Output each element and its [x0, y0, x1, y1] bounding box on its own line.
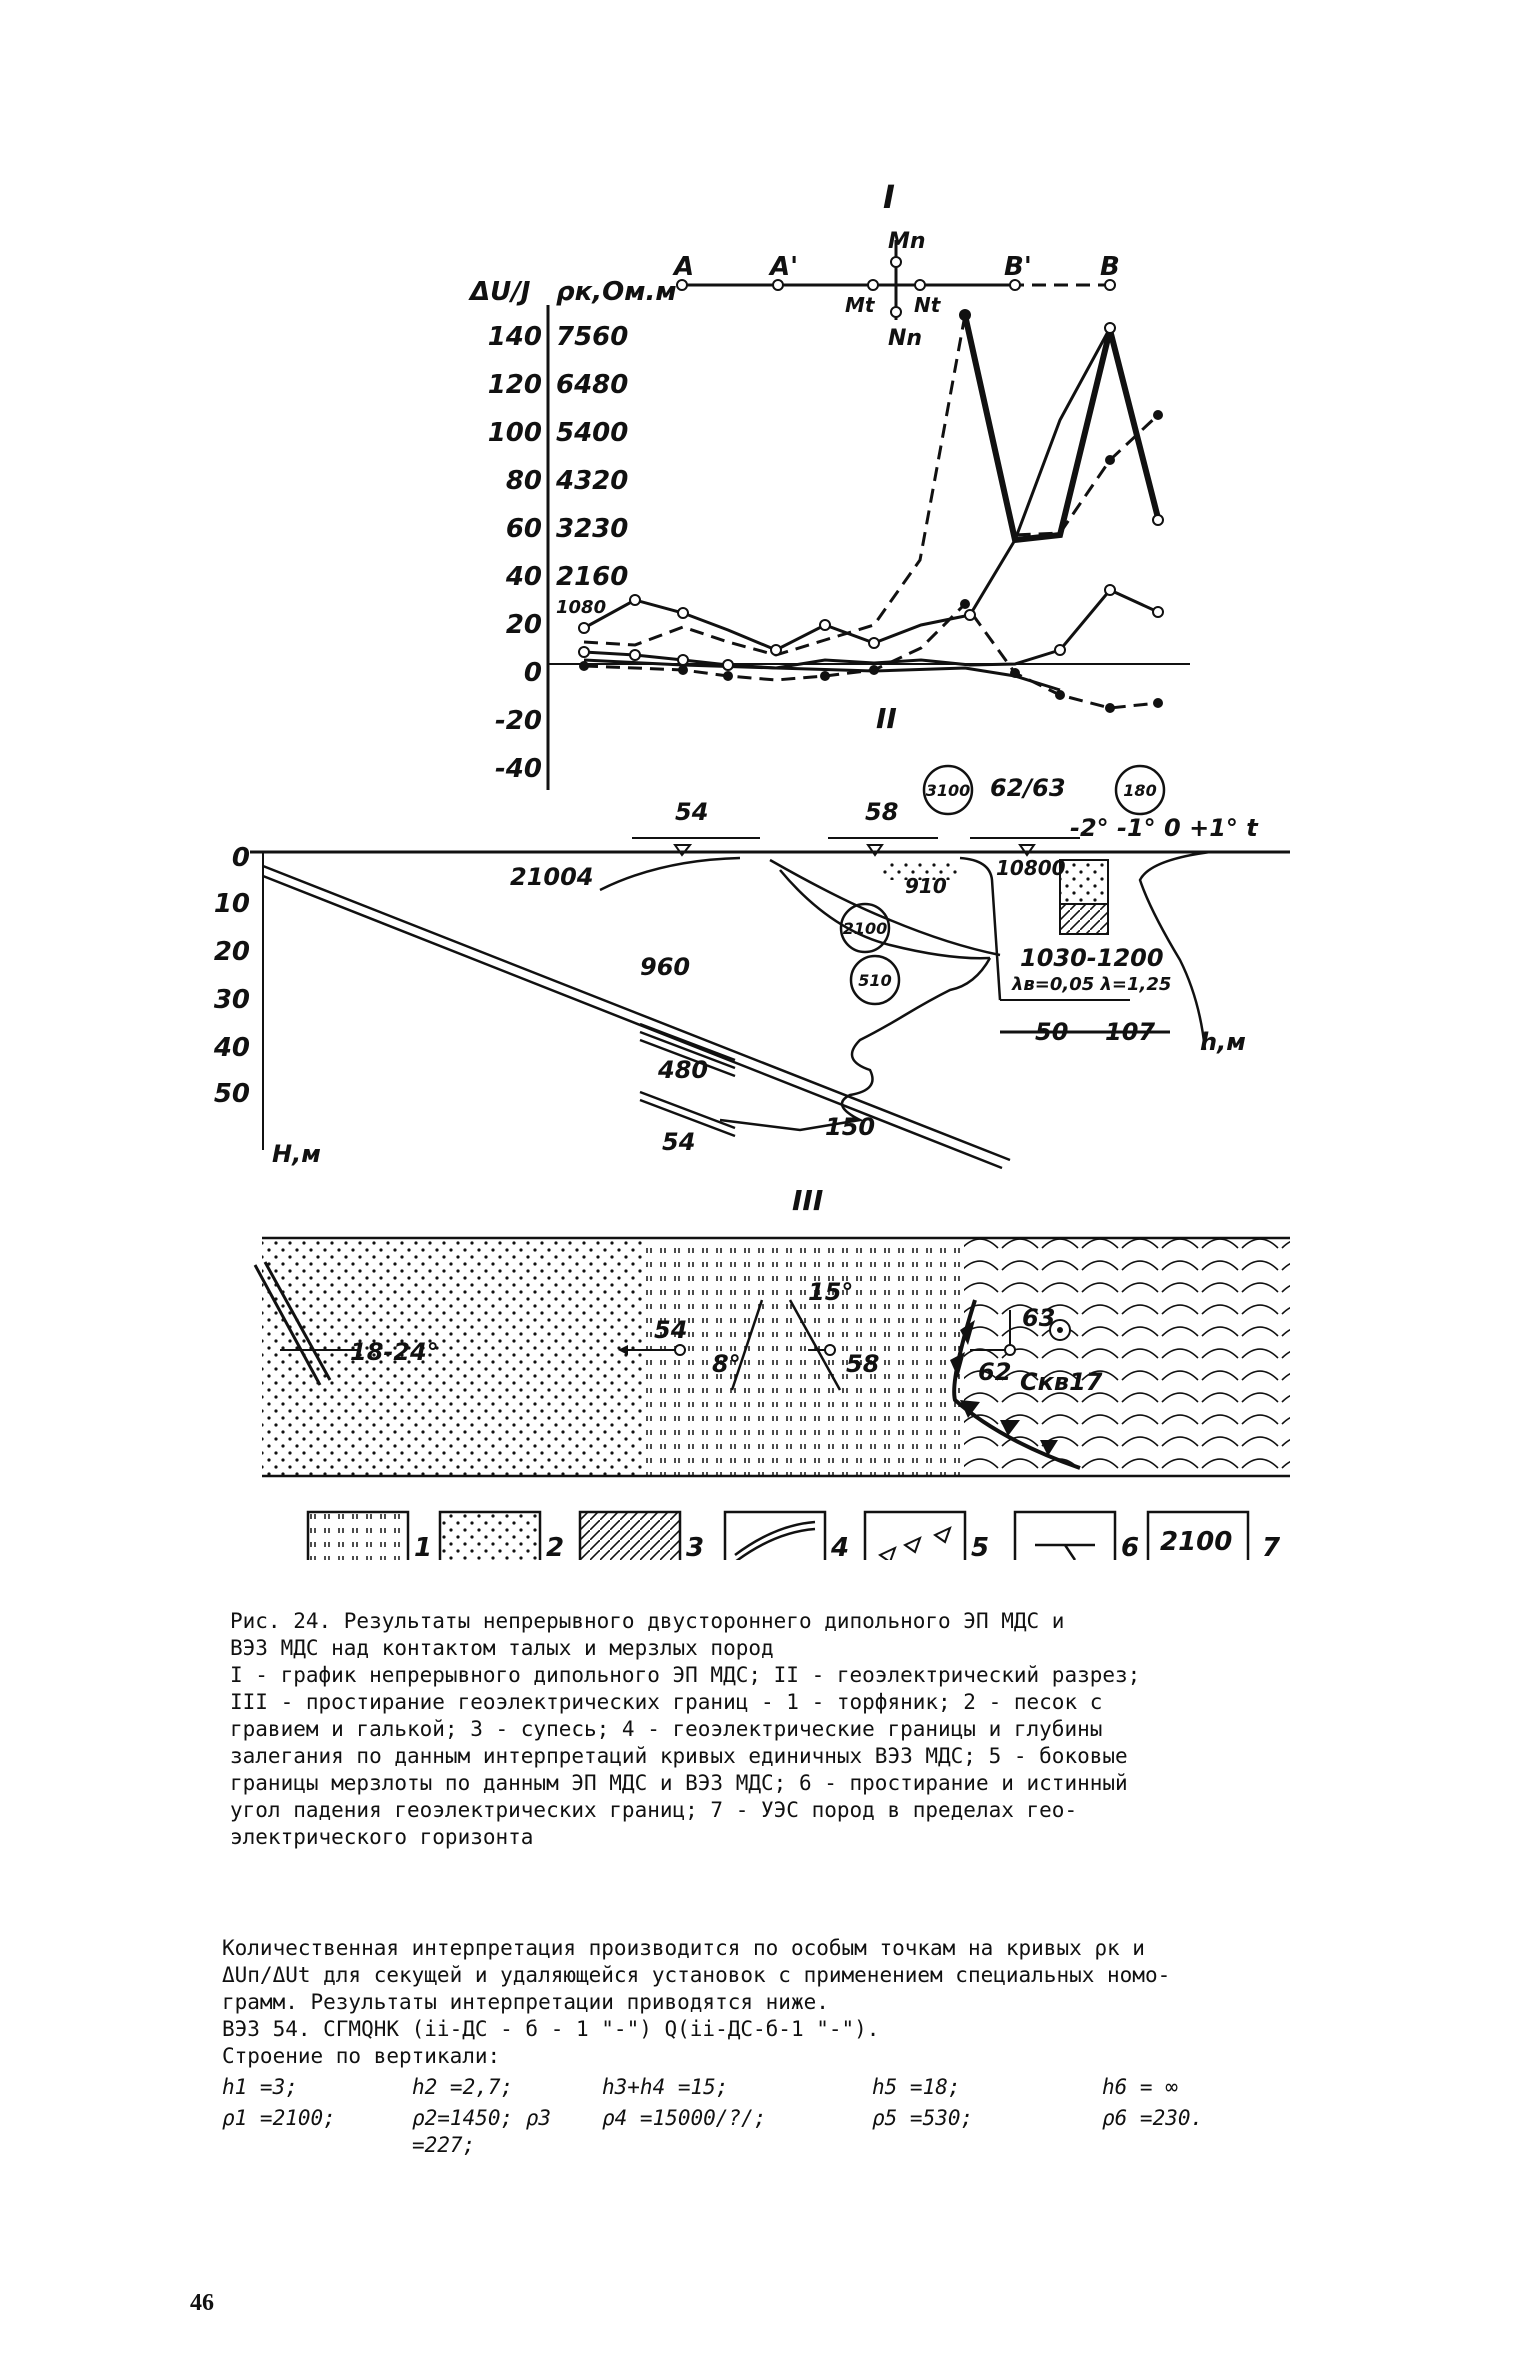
du-tick: -20 [495, 706, 542, 736]
caption-line: электрического горизонта [230, 1825, 534, 1849]
temperature-scale: -2° -1° 0 +1° t [1070, 814, 1258, 842]
circle-value: 510 [858, 971, 892, 990]
param-h: h5 =18; [872, 2075, 961, 2099]
resistivity: 910 [905, 874, 947, 898]
du-ticks [488, 322, 542, 784]
caption-line: Рис. 24. Результаты непрерывного двустороннего дипольного ЭП МДС и [230, 1609, 1065, 1633]
du-tick: 20 [505, 610, 542, 640]
body-line: Строение по вертикали: [222, 2044, 501, 2068]
rho-tick: 5400 [556, 418, 629, 448]
du-tick: -40 [495, 754, 542, 784]
map-point-63: 63 [1022, 1304, 1056, 1332]
electrode-A: A [674, 252, 695, 282]
du-tick: 140 [487, 322, 542, 352]
h-label: h,м [1200, 1028, 1246, 1056]
param-rho: ρ6 =230. [1102, 2106, 1204, 2130]
curve-du-solid [584, 590, 1158, 668]
legend-1: 1 [414, 1533, 433, 1560]
du-tick: 60 [505, 514, 542, 544]
curve-points [579, 323, 1163, 670]
du-tick: 80 [505, 466, 542, 496]
ratio-62-63: 62/63 [990, 774, 1066, 802]
legend-6: 6 [1121, 1533, 1140, 1560]
resistivity: 107 [1105, 1018, 1156, 1046]
electrode-Mn: Mn [888, 229, 926, 254]
du-tick: 0 [523, 658, 542, 688]
caption-line: ВЭЗ МДС над контактом талых и мерзлых пород [230, 1636, 774, 1660]
resistivity-row [222, 2105, 1362, 2159]
legend-7-sample: 2100 [1160, 1527, 1233, 1557]
section-labels [510, 774, 1259, 1156]
ves-58-label: 58 [865, 798, 899, 826]
legend-3: 3 [686, 1533, 705, 1560]
caption-line: I - график непрерывного дипольного ЭП МДС; II - геоэлектрический разрез; [230, 1663, 1141, 1687]
rho-tick: 4320 [556, 466, 629, 496]
param-rho: ρ4 =15000/?/; [602, 2106, 767, 2130]
du-tick: 100 [487, 418, 542, 448]
map-point-62: 62 [978, 1358, 1012, 1386]
resistivity: 1030-1200 [1020, 944, 1164, 972]
legend-2: 2 [546, 1533, 565, 1560]
hatched-frozen-block [1060, 904, 1108, 934]
resistivity: 50 [1035, 1018, 1069, 1046]
resistivity: λв=0,05 λ=1,25 [1012, 974, 1172, 995]
caption-line: III - простирание геоэлектрических границ - 1 - торфяник; 2 - песок с [230, 1690, 1103, 1714]
body-text [222, 1935, 1362, 2159]
electrode-B1: B' [1004, 252, 1032, 282]
rho-tick: 6480 [556, 370, 629, 400]
page-number: 46 [190, 2290, 214, 2316]
circle-value: 180 [1123, 781, 1157, 800]
rho-tick: 3230 [556, 514, 629, 544]
map-point-58: 58 [846, 1350, 880, 1378]
param-h: h3+h4 =15; [602, 2075, 729, 2099]
caption-line: гравием и галькой; 3 - супесь; 4 - геоэлектрические границы и глубины [230, 1717, 1103, 1741]
caption-line: залегания по данным интерпретаций кривых единичных ВЭЗ МДС; 5 - боковые [230, 1744, 1128, 1768]
electrode-Mt: Mt [845, 293, 875, 317]
strike-map [255, 1238, 1290, 1476]
resistivity: 21004 [510, 863, 594, 891]
label-III: III [792, 1184, 824, 1217]
electrode-B: B [1100, 252, 1120, 282]
thickness-row [222, 2074, 1362, 2101]
rho-ticks [555, 322, 628, 618]
ves-54-label: 54 [675, 798, 709, 826]
label-II: II [876, 702, 897, 735]
depth-tick: 0 [231, 843, 250, 873]
dotted-sand [1060, 860, 1108, 904]
legend-4: 4 [831, 1533, 850, 1560]
resistivity: 54 [662, 1128, 696, 1156]
caption-line: угол падения геоэлектрических границ; 7 - УЭС пород в пределах гео- [230, 1798, 1078, 1822]
legend-5: 5 [971, 1533, 990, 1560]
depth-label: H,м [272, 1140, 321, 1168]
body-line: ΔUп/ΔUt для секущей и удаляющейся установок с применением специальных номо- [222, 1963, 1171, 1987]
param-rho: ρ1 =2100; [222, 2106, 336, 2130]
du-tick: 120 [487, 370, 542, 400]
circle-value: 2100 [842, 919, 888, 938]
legend [308, 1512, 1281, 1560]
depth-tick: 30 [213, 985, 250, 1015]
profile-curves [584, 315, 1158, 708]
param-h: h6 = ∞ [1102, 2075, 1178, 2099]
map-point-54: 54 [654, 1316, 688, 1344]
rho-axis-label: ρк,Ом.м [556, 277, 677, 307]
label-I: I [883, 178, 895, 216]
du-axis-label: ΔU/J [470, 277, 531, 307]
electrode-setup [672, 229, 1120, 351]
map-angle-3: 8° [712, 1350, 741, 1378]
electrode-A1: A' [770, 252, 799, 282]
param-rho: ρ2=1450; ρ3 =227; [412, 2106, 552, 2157]
curve-rho-solid-2 [965, 315, 1158, 540]
curve-du-dashed [584, 604, 1158, 708]
du-tick: 40 [505, 562, 542, 592]
param-h: h1 =3; [222, 2075, 298, 2099]
body-line: ВЭЗ 54. СГМQНК (ii-ДС - б - 1 "-") Q(ii-ДС-б-1 "-"). [222, 2017, 880, 2041]
rho-tick: 7560 [556, 322, 629, 352]
resistivity: 150 [825, 1113, 876, 1141]
body-line: Количественная интерпретация производится по особым точкам на кривых ρк и [222, 1936, 1145, 1960]
rho-tick: 2160 [556, 562, 629, 592]
resistivity: 480 [658, 1056, 709, 1084]
electrode-Nn: Nn [888, 326, 923, 351]
rho-tick: 1080 [556, 597, 607, 618]
resistivity: 10800 [996, 856, 1066, 880]
param-h: h2 =2,7; [412, 2075, 514, 2099]
depth-tick: 20 [213, 937, 250, 967]
depth-tick: 10 [213, 889, 250, 919]
depth-tick: 50 [213, 1079, 250, 1109]
depth-ticks [213, 843, 250, 1109]
figure-caption [230, 1608, 1300, 1851]
depth-tick: 40 [213, 1033, 250, 1063]
electrode-Nt: Nt [914, 293, 941, 317]
map-well: Скв17 [1020, 1368, 1103, 1396]
legend-7: 7 [1262, 1533, 1281, 1560]
caption-line: границы мерзлоты по данным ЭП МДС и ВЭЗ МДС; 6 - простирание и истинный [230, 1771, 1128, 1795]
resistivity: 960 [640, 953, 691, 981]
circle-value: 3100 [925, 781, 971, 800]
map-angle-2: 15° [808, 1278, 854, 1306]
param-rho: ρ5 =530; [872, 2106, 974, 2130]
body-line: грамм. Результаты интерпретации приводятся ниже. [222, 1990, 829, 2014]
map-angle-1: 18-24° [350, 1338, 439, 1366]
